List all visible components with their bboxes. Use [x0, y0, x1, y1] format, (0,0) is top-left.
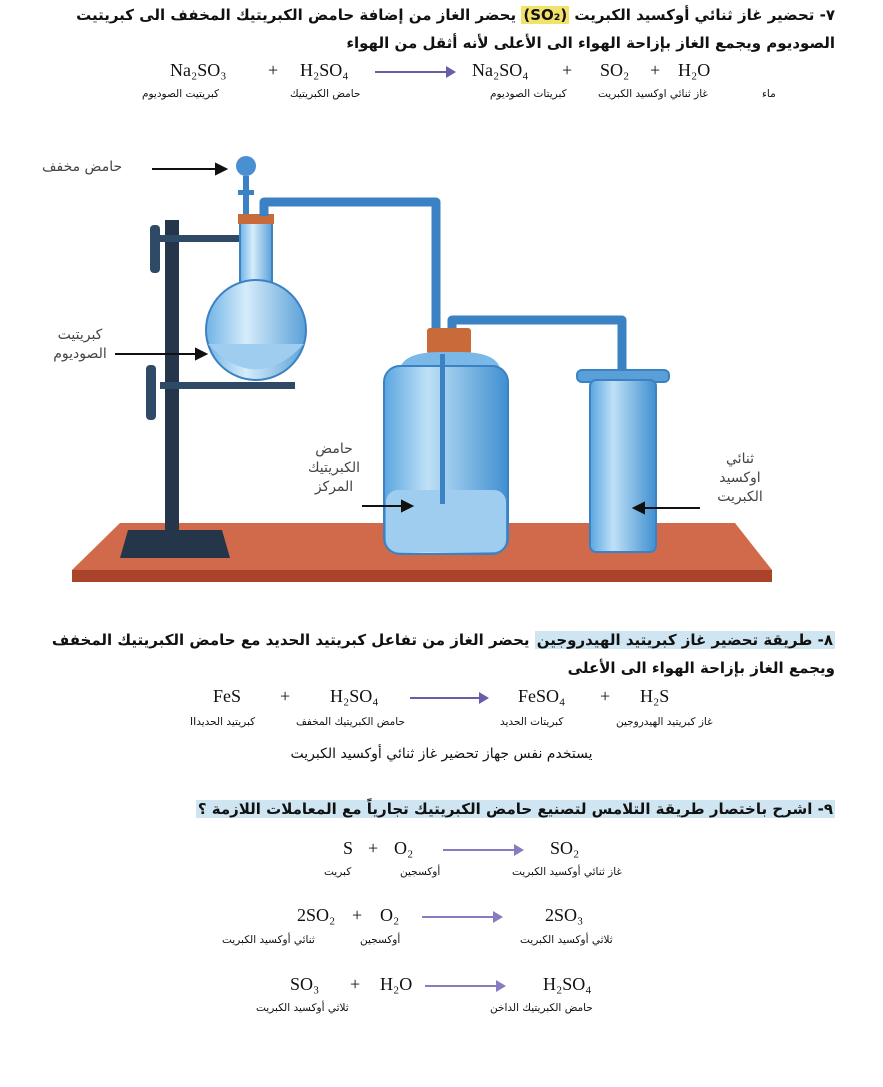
- name-iron-sulfate: كبريتات الحديد: [500, 716, 564, 728]
- eq9b-arrow-icon: [422, 916, 494, 918]
- name-dilute-sulfuric-acid: حامض الكبريتيك المخفف: [296, 716, 405, 728]
- label-sodium-sulfite-line2: الصوديوم: [53, 346, 107, 362]
- name-so2-gas: غاز ثنائي اوكسيد الكبريت: [598, 88, 708, 100]
- section7-heading: [76, 6, 835, 24]
- label-sodium-sulfite-line1: كبريتيت: [57, 327, 103, 343]
- label-conc-acid-line3: المركز: [314, 479, 354, 495]
- label-conc-acid-line1: حامض: [315, 441, 353, 457]
- eq7-reactant-1: Na₂SO₃: [170, 60, 227, 80]
- eq8-plus-2: +: [600, 686, 611, 706]
- section7-heading-rest: يحضر الغاز من إضافة حامض الكبريتيك المخفف الى كبريتيت: [76, 6, 517, 24]
- eq9c-name-r1: ثلاثي أوكسيد الكبريت: [256, 1002, 349, 1014]
- section8-heading: [52, 631, 835, 649]
- eq9c-reactant-1: SO₃: [290, 974, 320, 994]
- section8-heading-rest: يحضر الغاز من تفاعل كبريتيد الحديد مع حامض الكبريتيك المخفف: [51, 631, 530, 649]
- dropping-funnel: [236, 156, 256, 216]
- eq7-product-1: Na₂SO₄: [472, 60, 529, 80]
- eq9b-plus: +: [352, 905, 363, 925]
- section8-heading-highlight: ٨- طريقة تحضير غاز كبريتيد الهيدروجين: [536, 631, 833, 649]
- eq9a-name-r1: كبريت: [324, 866, 352, 878]
- section8-line2: ويجمع الغاز بإزاحة الهواء الى الأعلى: [567, 659, 835, 677]
- eq9b-name-p: ثلاثي أوكسيد الكبريت: [520, 934, 613, 946]
- eq9b-reactant-2: O₂: [380, 905, 400, 925]
- eq8-reactant-1: FeS: [213, 686, 242, 706]
- eq8-plus-1: +: [280, 686, 291, 706]
- eq7-plus-1: +: [268, 60, 279, 80]
- eq7-arrow-icon: [375, 71, 447, 73]
- name-hydrogen-sulfide-gas: غاز كبريتيد الهيدروجين: [616, 716, 713, 728]
- eq8-product-2: H₂S: [640, 686, 670, 706]
- eq8-product-1: FeSO₄: [518, 686, 566, 706]
- eq9c-product: H₂SO₄: [543, 974, 592, 994]
- eq9b-reactant-1: 2SO₂: [297, 905, 336, 925]
- name-iron-sulfide: كبريتيد الحديدII: [190, 716, 256, 728]
- eq9b-product: 2SO₃: [545, 905, 584, 925]
- eq9a-reactant-1: S: [343, 838, 354, 858]
- eq7-reactant-2: H₂SO₄: [300, 60, 349, 80]
- label-conc-acid-line2: الكبريتيك: [308, 460, 360, 476]
- label-so2-gas: [700, 450, 780, 507]
- name-sodium-sulfate: كبريتات الصوديوم: [490, 88, 567, 100]
- eq9b-name-r1: ثنائي أوكسيد الكبريت: [222, 934, 315, 946]
- eq9a-reactant-2: O₂: [394, 838, 414, 858]
- eq9a-name-p: غاز ثنائي أوكسيد الكبريت: [512, 866, 622, 878]
- label-so2-line2: اوكسيد: [719, 470, 761, 486]
- label-conc-acid: [292, 440, 376, 497]
- eq9a-product: SO₂: [550, 838, 580, 858]
- collection-bottle: [384, 328, 508, 554]
- section8-note: يستخدم نفس جهاز تحضير غاز ثنائي أوكسيد الكبريت: [290, 746, 593, 762]
- so2-formula-highlight: (SO₂): [523, 6, 568, 24]
- eq9a-plus: +: [368, 838, 379, 858]
- eq7-product-3: H₂O: [678, 60, 711, 80]
- section9-question: [196, 800, 835, 818]
- eq9c-arrow-icon: [425, 985, 497, 987]
- eq8-reactant-2: H₂SO₄: [330, 686, 379, 706]
- eq9a-name-r2: أوكسجين: [400, 866, 441, 878]
- eq9b-name-r2: أوكسجين: [360, 934, 401, 946]
- eq9c-name-p: حامض الكبريتيك الداخن: [490, 1002, 593, 1014]
- eq7-plus-2: +: [562, 60, 573, 80]
- eq9c-reactant-2: H₂O: [380, 974, 413, 994]
- label-dilute-acid: حامض مخفف: [42, 159, 123, 175]
- name-sulfuric-acid: حامض الكبريتيك: [290, 88, 361, 100]
- label-so2-line3: الكبريت: [717, 489, 763, 505]
- label-sodium-sulfite: [40, 326, 120, 364]
- eq9a-arrow-icon: [443, 849, 515, 851]
- eq7-plus-3: +: [650, 60, 661, 80]
- eq7-product-2: SO₂: [600, 60, 630, 80]
- section9-question-text: ٩- اشرح باختصار طريقة التلامس لتصنيع حامض الكبريتيك تجارياً مع المعاملات اللازمة ؟: [197, 800, 833, 818]
- eq8-arrow-icon: [410, 697, 480, 699]
- apparatus-diagram: [0, 130, 883, 600]
- section7-heading-prefix: ٧- تحضير غاز ثنائي أوكسيد الكبريت: [574, 6, 835, 24]
- eq9c-plus: +: [350, 974, 361, 994]
- gas-jar: [577, 370, 669, 552]
- label-so2-line1: ثنائي: [726, 451, 754, 467]
- section7-line2: الصوديوم ويجمع الغاز بإزاحة الهواء الى الأعلى لأنه أثقل من الهواء: [346, 34, 835, 52]
- name-sodium-sulfite: كبريتيت الصوديوم: [142, 88, 220, 100]
- name-water: ماء: [762, 88, 776, 100]
